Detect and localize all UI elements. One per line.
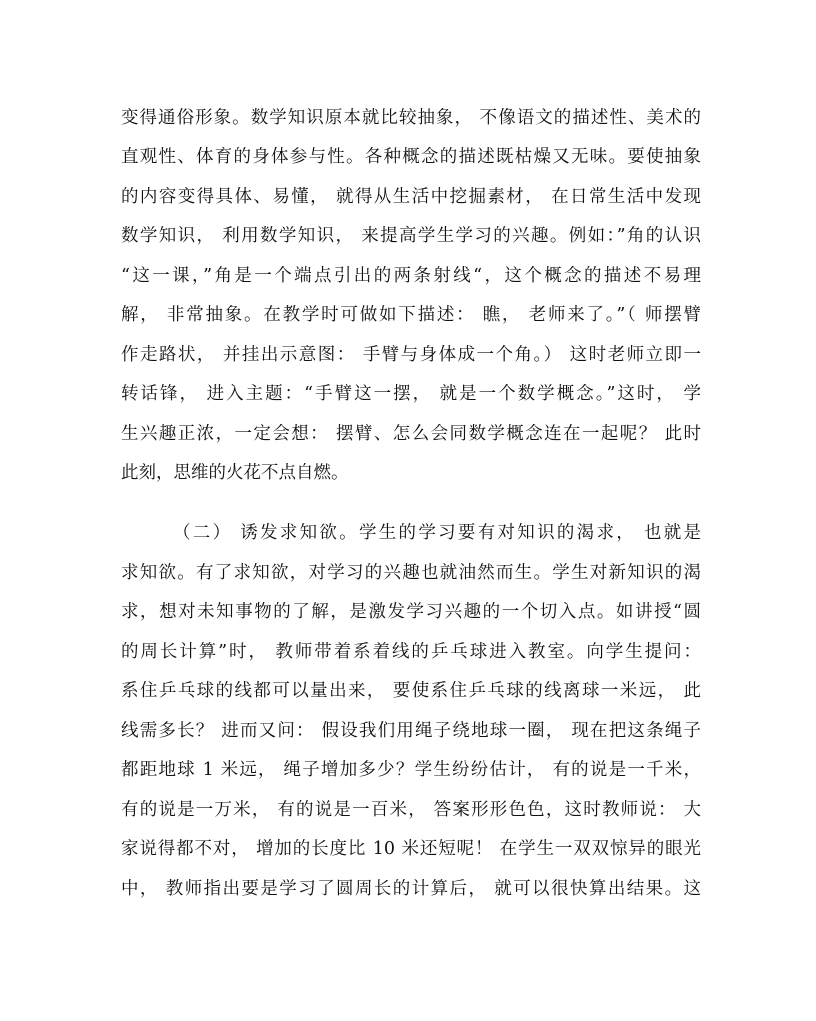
text-line: 生兴趣正浓，一定会想： 摆臂、怎么会同数学概念连在一起呢？ 此时 (121, 424, 701, 444)
text-line: 系住乒乓球的线都可以量出来， 要使系住乒乓球的线离球一米远， 此 (121, 681, 701, 701)
text-line: 转话锋， 进入主题：“手臂这一摆， 就是一个数学概念。”这时， 学 (121, 384, 701, 404)
text-line: 直观性、体育的身体参与性。各种概念的描述既枯燥又无味。要使抽象 (121, 147, 701, 167)
text-line: 都距地球 1 米远， 绳子增加多少？学生纷纷估计， 有的说是一千米， (121, 760, 701, 780)
text-line: 解， 非常抽象。在教学时可做如下描述： 瞧， 老师来了。”（ 师摆臂 (121, 305, 701, 325)
text-line: 求知欲。有了求知欲，对学习的兴趣也就油然而生。学生对新知识的渴 (121, 563, 701, 583)
text-line: 有的说是一万米， 有的说是一百米， 答案形形色色，这时教师说： 大 (121, 800, 701, 820)
text-line: 作走路状， 并挂出示意图： 手臂与身体成一个角。） 这时老师立即一 (121, 345, 701, 365)
text-line: 的内容变得具体、易懂， 就得从生活中挖掘素材， 在日常生活中发现 (121, 187, 701, 207)
section-heading-line: （二） 诱发求知欲。学生的学习要有对知识的渴求， 也就是 (173, 523, 701, 543)
text-line: 中， 教师指出要是学习了圆周长的计算后， 就可以很快算出结果。这 (121, 879, 701, 899)
text-line: 线需多长？ 进而又问： 假设我们用绳子绕地球一圈， 现在把这条绳子 (121, 721, 701, 741)
text-line: 家说得都不对， 增加的长度比 10 米还短呢！ 在学生一双双惊异的眼光 (121, 839, 701, 859)
text-line: 的周长计算”时， 教师带着系着线的乒乓球进入教室。向学生提问： (121, 642, 701, 662)
text-line: “这一课，”角是一个端点引出的两条射线“，这个概念的描述不易理 (121, 266, 701, 286)
paragraph-last-line: 此刻，思维的火花不点自燃。 (121, 463, 349, 483)
text-line: 求，想对未知事物的了解，是激发学习兴趣的一个切入点。如讲授“圆 (121, 602, 701, 622)
text-line: 数学知识， 利用数学知识， 来提高学生学习的兴趣。例如：”角的认识 (121, 226, 701, 246)
text-line: 变得通俗形象。数学知识原本就比较抽象， 不像语文的描述性、美术的 (121, 108, 701, 128)
